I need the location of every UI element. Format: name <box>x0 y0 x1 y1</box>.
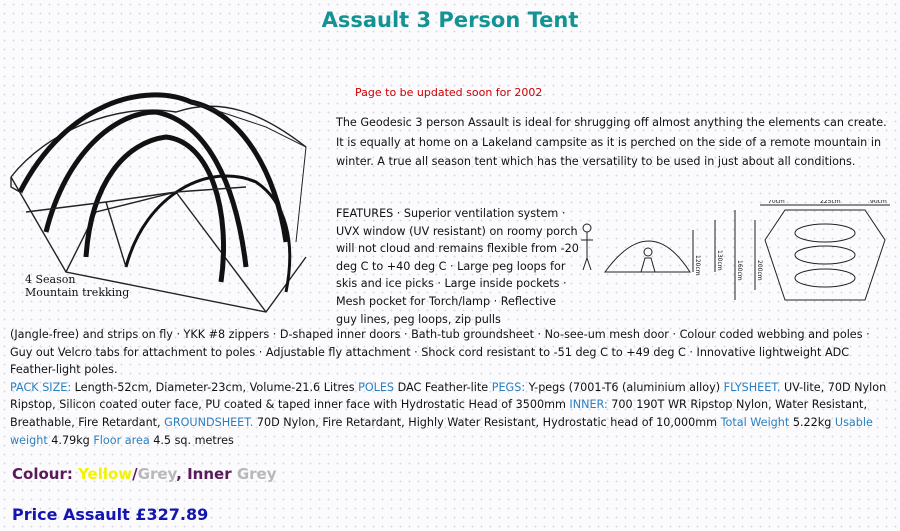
spec-label-poles: POLES <box>358 380 395 394</box>
dimension-diagram <box>575 200 895 320</box>
caption-line-2: Mountain trekking <box>25 286 130 299</box>
colour-inner: Grey <box>236 465 277 483</box>
features-rest-text: (Jangle-free) and strips on fly · YKK #8 zippers · D-shaped inner doors · Bath-tub groundsheet · No-see-um mesh door · Colour coded webbing and poles · Guy out Velcro tabs for attachment to poles · Adjustable fly attachment · Shock cord resistant to -51 deg C to +49 deg C · Innovative lightweight ADC Feather-light poles. <box>10 328 870 377</box>
spec-text-total-weight: 5.22kg <box>789 415 835 429</box>
spec-label-pegs: PEGS: <box>491 380 526 394</box>
spec-text-floor-area: 4.5 sq. metres <box>149 433 234 447</box>
spec-text-usable-weight: 4.79kg <box>47 433 94 447</box>
spec-label-inner: INNER: <box>569 398 608 412</box>
caption-line-1: 4 Season <box>25 273 76 286</box>
update-note: Page to be updated soon for 2002 <box>355 86 543 99</box>
price: Price Assault £327.89 <box>12 505 209 524</box>
spec-text-pegs: Y-pegs (7001-T6 (aluminium alloy) <box>525 380 724 394</box>
label-top-mid: 225cm <box>820 200 841 205</box>
spec-label-groundsheet: GROUNDSHEET. <box>164 415 254 429</box>
label-top-left: 70cm <box>768 200 785 205</box>
page-title: Assault 3 Person Tent <box>321 8 579 32</box>
spec-label-total-weight: Total Weight <box>720 415 790 429</box>
colour-inner-label: , Inner <box>176 465 237 483</box>
spec-label-pack: PACK SIZE: <box>10 380 72 394</box>
spec-text-poles: DAC Feather-lite <box>394 380 492 394</box>
features-text: FEATURES · Superior ventilation system · UVX window (UV resistant) on roomy porch will not cloud and remains flexible from -20 deg C to +40 deg C · Large peg loops for skis and ice picks · Large inside pockets · Mesh pocket for Torch/lamp · Reflective guy lines, peg loops, zip pulls <box>336 207 579 326</box>
colour-yellow: Yellow <box>78 465 133 483</box>
colour-grey: Grey <box>137 465 177 483</box>
spec-text-groundsheet: 70D Nylon, Fire Retardant, Highly Water Resistant, Hydrostatic head of 10,000mm <box>253 415 721 429</box>
label-h-side1: 120cm <box>694 255 701 276</box>
intro-paragraph: The Geodesic 3 person Assault is ideal for shrugging off almost anything the elements can create. It is equally at home on a Lakeland campsite as it is perched on the side of a remote mountain in winter. A true all season tent which has the versatility to be used in just about all conditions. <box>336 116 887 168</box>
image-caption <box>25 273 129 299</box>
label-top-right: 90cm <box>870 200 887 205</box>
spec-label-floor-area: Floor area <box>93 433 150 447</box>
colour-label: Colour: <box>12 465 79 483</box>
spec-text-inner: 700 190T WR Ripstop Nylon, Water Resistant, Breathable, Fire Retardant, <box>10 398 868 429</box>
spec-text-pack: Length-52cm, Diameter-23cm, Volume-21.6 Litres <box>71 380 359 394</box>
colour-sep: / <box>132 465 138 483</box>
label-width-2: 200cm <box>756 260 763 281</box>
features-continued <box>10 326 895 449</box>
specs-block <box>10 379 895 449</box>
spec-label-usable-weight: Usable weight <box>10 415 873 447</box>
colour-line <box>12 465 276 483</box>
label-width-total: 160cm <box>736 260 743 281</box>
spec-text-flysheet: UV-lite, 70D Nylon Ripstop, Silicon coated outer face, PU coated & taped inner face with Hydrostatic Head of 3500mm <box>10 380 887 412</box>
spec-label-flysheet: FLYSHEET. <box>723 380 781 394</box>
label-h-side2: 130cm <box>716 250 723 271</box>
